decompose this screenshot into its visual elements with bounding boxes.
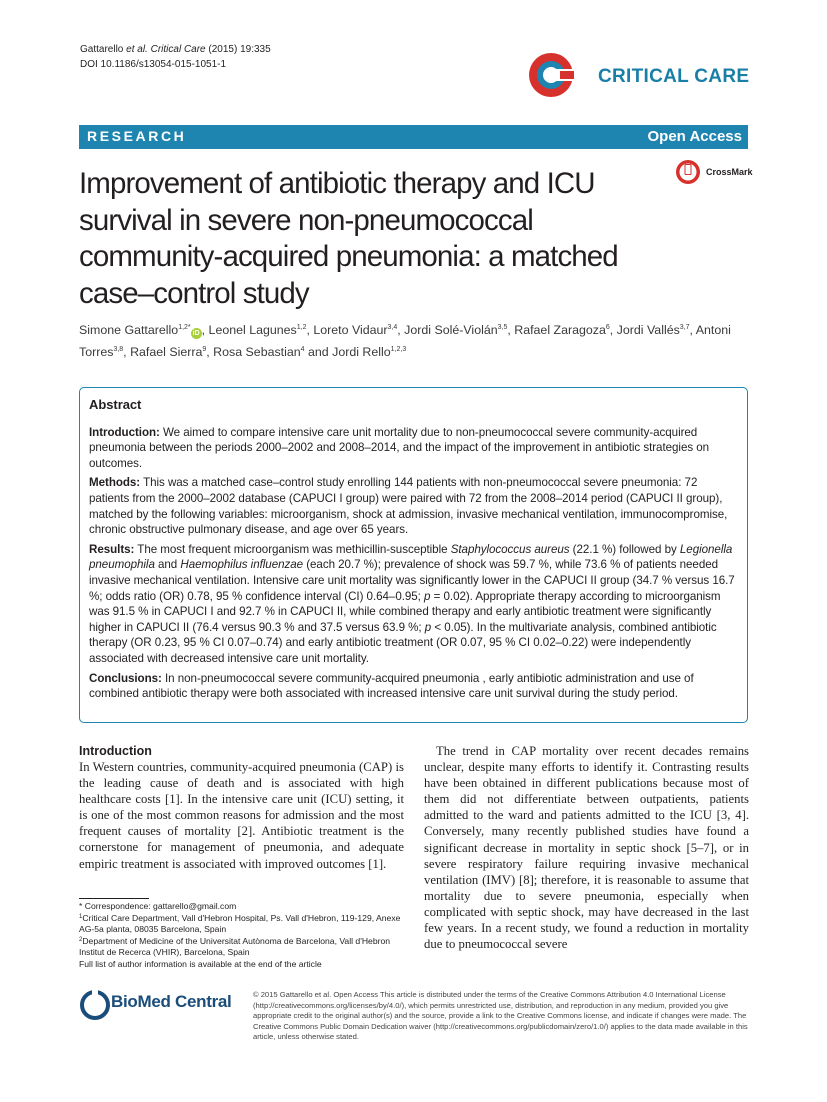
results-species: Legionella pneumophila	[89, 542, 733, 572]
results-species: Haemophilus influenzae	[180, 558, 304, 572]
journal-logo-text: CRITICAL CARE	[598, 66, 750, 87]
affiliation-sup: 1	[79, 913, 83, 920]
author-name[interactable]: Leonel Lagunes	[208, 323, 297, 337]
body-column-left	[79, 743, 404, 872]
results-species: Staphylococcus aureus	[450, 542, 570, 556]
section-label: RESEARCH	[87, 128, 187, 144]
journal-logo-icon	[522, 50, 588, 100]
author-affiliation-sup: 1,2	[296, 324, 307, 331]
author-separator: ,	[201, 323, 209, 337]
author-name[interactable]: Rafael Zaragoza	[514, 323, 606, 337]
author-separator: ,	[507, 323, 515, 337]
body-column-right	[424, 743, 749, 952]
author-separator: ,	[123, 345, 131, 359]
article-title: Improvement of antibiotic therapy and ICU survival in severe non-pneumococcal community-acquired pneumonia: a matched case–control study	[79, 167, 618, 310]
cite-journal: Critical Care	[150, 44, 206, 55]
author-name[interactable]: Jordi Rello	[332, 345, 391, 359]
introduction-paragraph: In Western countries, community-acquired pneumonia (CAP) is the leading cause of death and is associated with high healthcare costs [1]. In the intensive care unit (ICU) setting, it is one of the most common reasons for admission and the most frequent causes of mortality [2]. Antibiotic treatment is the cornerstone for management of pneumonia, and adequate empiric treatment is associated with improved outcomes [1].	[79, 760, 404, 871]
footnotes	[79, 901, 409, 970]
author-name[interactable]: Antoni Torres	[79, 323, 731, 359]
results-p-value: p	[424, 589, 431, 603]
abstract-introduction	[89, 425, 739, 472]
author-separator: ,	[206, 345, 214, 359]
abstract-box	[79, 387, 748, 723]
cite-etal: et al.	[126, 44, 148, 55]
abstract-introduction-text: We aimed to compare intensive care unit mortality due to non-pneumococcal severe community-acquired pneumonia between the periods 2000–2002 and 2008–2014, and the impact of the improvement in antibiotic strategies on outcomes.	[89, 425, 710, 470]
correspondence[interactable]: * Correspondence: gattarello@gmail.com	[79, 901, 237, 911]
section-banner	[79, 125, 748, 149]
cite-year-volume: (2015) 19:335	[208, 44, 271, 55]
license-text: © 2015 Gattarello et al. Open Access This article is distributed under the terms of the Creative Commons Attribution 4.0 International License (http://creativecommons.org/licenses/by/4.0/), which permits unrestricted use, distribution, and reproduction in any medium, provided you give appropriate credit to the original author(s) and the source, provide a link to the Creative Commons license, and indicate if changes were made. The Creative Commons Public Domain Dedication waiver (http://creativecommons.org/publicdomain/zero/1.0/) applies to the data made available in this article, unless otherwise stated.	[253, 990, 748, 1041]
author-separator: ,	[397, 323, 405, 337]
affiliation-1	[79, 913, 409, 936]
footnote-rule	[79, 898, 149, 899]
results-text: The most frequent microorganism was methicillin-susceptible	[134, 542, 451, 556]
author-separator: and	[304, 345, 333, 359]
results-text: = 0.02). Appropriate therapy according to microorganism was 91.5 % in CAPUCI I and 92.7 % in CAPUCI II, while combined therapy and early antibiotic treatment were significantly higher in CAPUCI II (76.4 versus 90.3 % and 37.5 versus 63.9 %;	[89, 589, 721, 634]
author-separator: ,	[609, 323, 617, 337]
publisher-logo[interactable]	[79, 985, 239, 1025]
author-list	[79, 319, 749, 363]
abstract-results-label: Results:	[89, 542, 135, 556]
author-name[interactable]: Jordi Solé-Violán	[404, 323, 498, 337]
abstract-conclusions-text: In non-pneumococcal severe community-acquired pneumonia , early antibiotic administration and use of combined antibiotic therapy were both associated with increased intensive care unit survival during the study period.	[89, 671, 694, 701]
abstract-heading: Abstract	[89, 397, 142, 412]
introduction-heading: Introduction	[79, 744, 152, 758]
affiliation-2	[79, 936, 409, 959]
abstract-methods-label: Methods:	[89, 476, 141, 490]
abstract-conclusions-label: Conclusions:	[89, 671, 162, 685]
orcid-icon[interactable]: iD	[192, 330, 200, 337]
results-text: (each 20.7 %); prevalence of shock was 59.7 %, while 73.6 % of patients needed invasive mechanical ventilation. Intensive care unit mortality was significantly lower in the CAPUCI II group (34.7 % versus 16.7 %; odds ratio (OR) 0.78, 95 % confidence interval (CI) 0.64–0.95;	[89, 558, 735, 603]
author-affiliation-sup: 1,2*	[178, 324, 191, 331]
abstract-results	[89, 542, 739, 667]
author-name[interactable]: Rafael Sierra	[130, 345, 203, 359]
author-affiliation-sup: 4	[300, 346, 305, 353]
author-affiliation-sup: 1,2,3	[390, 346, 407, 353]
author-affiliation-sup: 6	[605, 324, 610, 331]
crossmark-label: CrossMark	[706, 167, 753, 177]
abstract-methods	[89, 475, 739, 537]
biomed-central-icon	[79, 989, 111, 1021]
author-separator: ,	[689, 323, 696, 337]
full-author-info-note: Full list of author information is available at the end of the article	[79, 958, 322, 969]
author-affiliation-sup: 9	[202, 346, 207, 353]
results-text: < 0.05). In the multivariate analysis, combined antibiotic therapy (OR 0.23, 95 % CI 0.07–0.74) and early antibiotic treatment (OR 0.07, 95 % CI 0.02–0.22) were independently associated with decreased intensive care unit mortality.	[89, 620, 717, 665]
open-access-label[interactable]: Open Access	[647, 128, 742, 145]
abstract-methods-text: This was a matched case–control study enrolling 144 patients with non-pneumococcal severe pneumonia: 72 patients from the 2000–2002 database (CAPUCI I group) were paired with 72 from the 2008–2014 period (CAPUCI II group), matched by the following variables: microorganism, shock at admission, invasive mechanical ventilation, immunocompromise, chronic obstructive pulmonary disease, and age over 65 years.	[89, 476, 728, 537]
affiliation-text: Critical Care Department, Vall d'Hebron Hospital, Ps. Vall d'Hebron, 119-129, Anexe AG-5a planta, 08035 Barcelona, Spain	[79, 912, 401, 934]
affiliation-sup: 2	[79, 936, 83, 943]
results-text: and	[154, 558, 181, 572]
journal-logo[interactable]	[522, 50, 752, 100]
author-separator: ,	[306, 323, 314, 337]
results-p-value: p	[424, 620, 432, 634]
body-paragraph: The trend in CAP mortality over recent decades remains unclear, despite many efforts to identify it. Contrasting results have been obtained in different publications because most of them did not differentiate between outpatients, patients admitted to the ward and patients admitted to the ICU [3, 4]. Conversely, many recently published studies have found a significant decrease in mortality in septic shock [5–7], or in severe respiratory failure requiring invasive mechanical ventilation (IMV) [8]; therefore, it is reasonable to assume that mortality due to severe pneumonia, especially when complicated with septic shock, may have decreased in the last few years. In a recent study, we found a reduction in mortality due to pneumococcal severe	[424, 744, 749, 952]
publisher-name: BioMed Central	[111, 992, 232, 1011]
results-text: (22.1 %) followed by	[569, 542, 680, 556]
author-name[interactable]: Simone Gattarello	[79, 323, 179, 337]
author-affiliation-sup: 3,8	[113, 346, 124, 353]
crossmark-icon	[674, 158, 702, 186]
author-name[interactable]: Rosa Sebastian	[213, 345, 301, 359]
author-name[interactable]: Jordi Vallés	[616, 323, 680, 337]
citation-line	[80, 42, 271, 57]
abstract-introduction-label: Introduction:	[89, 425, 160, 439]
author-affiliation-sup: 3,4	[387, 324, 398, 331]
affiliation-text: Department of Medicine of the Universitat Autònoma de Barcelona, Vall d'Hebron Institut de Recerca (VHIR), Barcelona, Spain	[79, 935, 391, 957]
author-name[interactable]: Loreto Vidaur	[313, 323, 388, 337]
cite-author: Gattarello	[80, 44, 124, 55]
doi: DOI 10.1186/s13054-015-1051-1	[80, 59, 227, 70]
author-affiliation-sup: 3,5	[497, 324, 508, 331]
author-affiliation-sup: 3,7	[679, 324, 690, 331]
abstract-conclusions	[89, 671, 739, 702]
citation-header	[80, 42, 271, 72]
crossmark-badge[interactable]	[674, 158, 764, 188]
